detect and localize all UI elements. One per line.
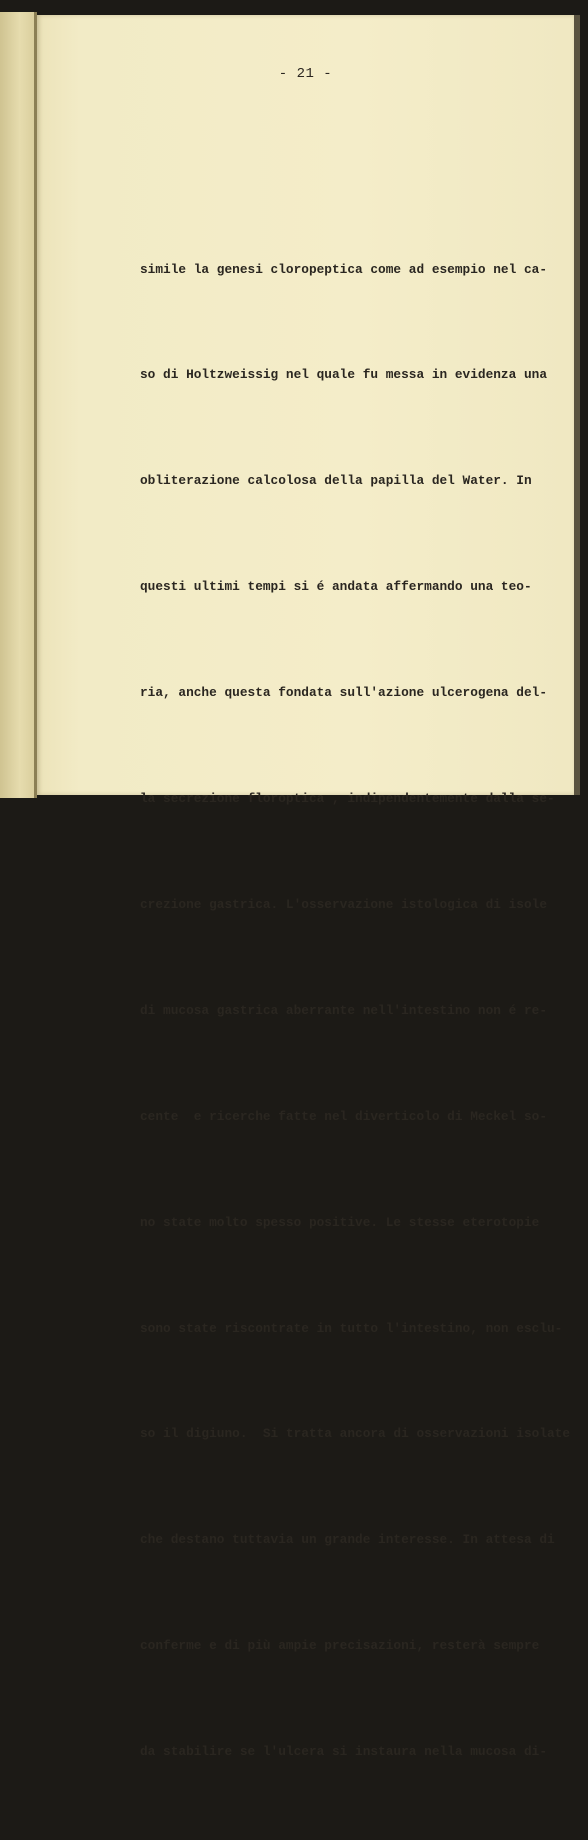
- text-line: che destano tuttavia un grande interesse. In attesa di: [140, 1532, 555, 1548]
- body-text: [140, 181, 571, 1840]
- text-line: questi ultimi tempi si é andata affermando una teo-: [140, 579, 532, 595]
- text-line: no state molto spesso positive. Le stesse eterotopie: [140, 1214, 540, 1230]
- text-line: crezione gastrica. L'osservazione istologica di isole: [140, 896, 548, 912]
- document-page: [37, 15, 574, 1760]
- text-line: simile la genesi cloropeptica come ad esempio nel ca-: [140, 261, 548, 277]
- text-line: ria, anche questa fondata sull'azione ulcerogena del-: [140, 685, 548, 701]
- text-line: la secrezione floroptica , indipendentemente dalla se-: [140, 791, 555, 807]
- text-line: conferme e di più ampie precisazioni, resterà sempre: [140, 1638, 540, 1654]
- previous-page-edge: [0, 12, 36, 798]
- text-line: di mucosa gastrica aberrante nell'intestino non é re-: [140, 1002, 548, 1018]
- text-line: so di Holtzweissig nel quale fu messa in evidenza una: [140, 367, 548, 383]
- text-line: da stabilire se l'ulcera si instaura nella mucosa di-: [140, 1744, 548, 1760]
- text-line: sono state riscontrate in tutto l'intestino, non esclu-: [140, 1320, 563, 1336]
- text-line: obliterazione calcolosa della papilla del Water. In: [140, 473, 532, 489]
- page-number: - 21 -: [278, 66, 333, 82]
- page-right-edge: [574, 15, 580, 795]
- text-line: so il digiuno. Si tratta ancora di osservazioni isolate: [140, 1426, 571, 1442]
- text-line: cente e ricerche fatte nel diverticolo di Meckel so-: [140, 1108, 548, 1124]
